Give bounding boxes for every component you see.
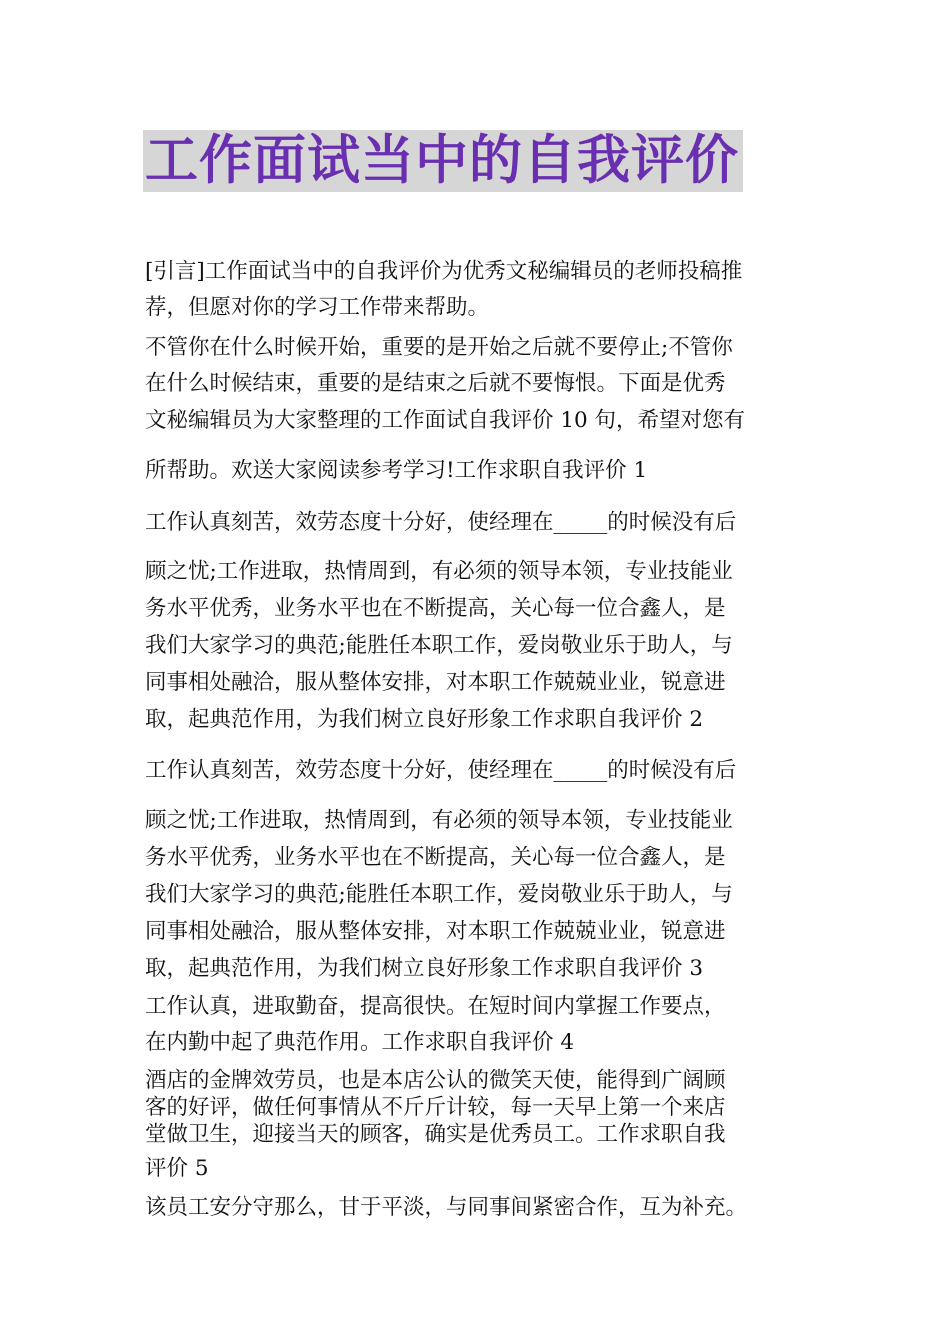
body-line: 荐，但愿对你的学习工作带来帮助。 <box>145 295 490 320</box>
body-line: 所帮助。欢送大家阅读参考学习!工作求职自我评价 1 <box>145 458 648 483</box>
body-line: 我们大家学习的典范;能胜任本职工作，爱岗敬业乐于助人，与 <box>145 882 733 907</box>
body-line: 务水平优秀，业务水平也在不断提高，关心每一位合鑫人，是 <box>145 845 726 870</box>
body-line: 我们大家学习的典范;能胜任本职工作，爱岗敬业乐于助人，与 <box>145 633 733 658</box>
body-line: 同事相处融洽，服从整体安排，对本职工作兢兢业业，锐意进 <box>145 670 726 695</box>
body-line: 客的好评，做任何事情从不斤斤计较，每一天早上第一个来店 <box>145 1095 726 1120</box>
body-line: 顾之忧;工作进取，热情周到，有必须的领导本领，专业技能业 <box>145 559 733 584</box>
body-line: 在什么时候结束，重要的是结束之后就不要悔恨。下面是优秀 <box>145 371 726 396</box>
body-line: 文秘编辑员为大家整理的工作面试自我评价 10 句，希望对您有 <box>145 408 746 433</box>
body-line: 工作认真，进取勤奋，提高很快。在短时间内掌握工作要点， <box>145 994 726 1019</box>
document-title: 工作面试当中的自我评价 <box>143 130 743 192</box>
body-line: 取，起典范作用，为我们树立良好形象工作求职自我评价 3 <box>145 956 704 981</box>
body-line: 不管你在什么时候开始，重要的是开始之后就不要停止;不管你 <box>145 335 733 360</box>
body-line: 在内勤中起了典范作用。工作求职自我评价 4 <box>145 1030 575 1055</box>
body-line: 堂做卫生，迎接当天的顾客，确实是优秀员工。工作求职自我 <box>145 1122 726 1147</box>
body-line: 酒店的金牌效劳员，也是本店公认的微笑天使，能得到广阔顾 <box>145 1068 726 1093</box>
body-line: 取，起典范作用，为我们树立良好形象工作求职自我评价 2 <box>145 707 704 732</box>
body-line: 该员工安分守那么，甘于平淡，与同事间紧密合作，互为补充。 <box>145 1195 748 1220</box>
body-line: 同事相处融洽，服从整体安排，对本职工作兢兢业业，锐意进 <box>145 919 726 944</box>
body-line: 务水平优秀，业务水平也在不断提高，关心每一位合鑫人，是 <box>145 596 726 621</box>
body-line: 评价 5 <box>145 1156 209 1181</box>
body-line: 工作认真刻苦，效劳态度十分好，使经理在_____的时候没有后 <box>145 510 737 535</box>
body-line: 顾之忧;工作进取，热情周到，有必须的领导本领，专业技能业 <box>145 808 733 833</box>
body-line: 工作认真刻苦，效劳态度十分好，使经理在_____的时候没有后 <box>145 758 737 783</box>
body-line: [引言]工作面试当中的自我评价为优秀文秘编辑员的老师投稿推 <box>145 259 743 284</box>
